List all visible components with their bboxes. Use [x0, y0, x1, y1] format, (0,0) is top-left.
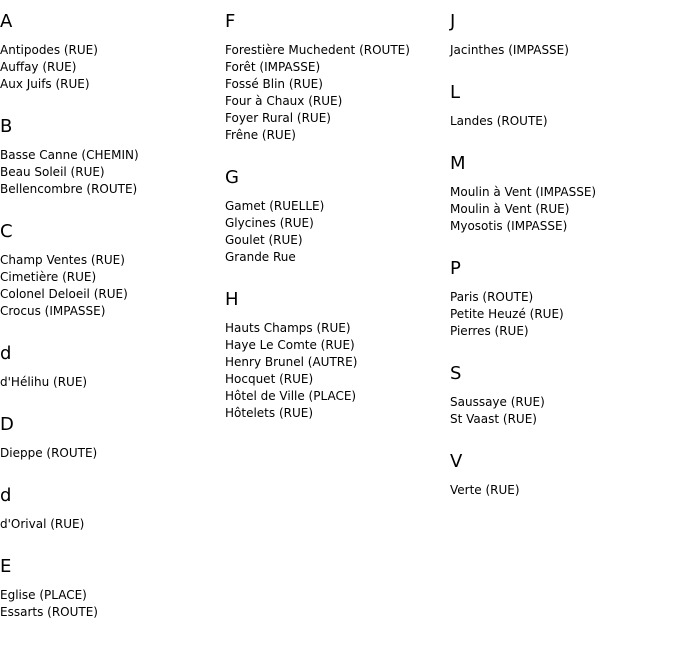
street-name: Haye Le Comte (RUE): [225, 338, 355, 352]
street-name: St Vaast (RUE): [450, 412, 537, 426]
street-name: Landes (ROUTE): [450, 114, 548, 128]
street-list: [450, 42, 569, 59]
letter-group: [225, 168, 324, 266]
street-name: Colonel Deloeil (RUE): [0, 287, 128, 301]
street-name: Hôtelets (RUE): [225, 406, 314, 420]
letter-heading: d: [0, 485, 12, 506]
street-name: Crocus (IMPASSE): [0, 304, 106, 318]
letter-group: [450, 12, 569, 59]
street-list: [0, 252, 128, 320]
letter-heading: P: [450, 258, 461, 279]
letter-heading: F: [225, 11, 236, 32]
street-list: [0, 42, 98, 93]
street-name: Hauts Champs (RUE): [225, 321, 351, 335]
street-list: [0, 374, 87, 391]
street-name: Champ Ventes (RUE): [0, 253, 125, 267]
street-name: Forestière Muchedent (ROUTE): [225, 43, 410, 57]
street-name: Jacinthes (IMPASSE): [450, 43, 569, 57]
street-name: Cimetière (RUE): [0, 270, 97, 284]
letter-group: [450, 259, 564, 340]
letter-heading: C: [0, 221, 13, 242]
letter-heading: A: [0, 11, 13, 32]
letter-heading: J: [450, 11, 456, 32]
street-name: Paris (ROUTE): [450, 290, 534, 304]
letter-group: [0, 344, 87, 391]
street-name: Beau Soleil (RUE): [0, 165, 105, 179]
street-name: Moulin à Vent (IMPASSE): [450, 185, 597, 199]
street-list: [450, 482, 520, 499]
street-name: Basse Canne (CHEMIN): [0, 148, 139, 162]
street-name: d'Orival (RUE): [0, 517, 85, 531]
letter-heading: H: [225, 289, 239, 310]
street-name: Eglise (PLACE): [0, 588, 87, 602]
street-name: Petite Heuzé (RUE): [450, 307, 564, 321]
letter-group: [450, 83, 548, 130]
street-name: Hôtel de Ville (PLACE): [225, 389, 357, 403]
letter-group: [0, 222, 128, 320]
letter-heading: V: [450, 451, 463, 472]
street-name: Forêt (IMPASSE): [225, 60, 321, 74]
street-list: [0, 516, 84, 533]
street-name: Fossé Blin (RUE): [225, 77, 323, 91]
street-list: [225, 198, 324, 266]
street-name: Four à Chaux (RUE): [225, 94, 343, 108]
street-name: Myosotis (IMPASSE): [450, 219, 568, 233]
street-list: [450, 113, 548, 130]
letter-heading: L: [450, 82, 461, 103]
street-name: Verte (RUE): [450, 483, 520, 497]
letter-group: [450, 364, 545, 428]
letter-group: [450, 452, 520, 499]
street-name: Gamet (RUELLE): [225, 199, 325, 213]
street-name: Antipodes (RUE): [0, 43, 98, 57]
letter-group: [0, 117, 139, 198]
street-list: [450, 394, 545, 428]
street-name: Grande Rue: [225, 250, 296, 264]
street-list: [0, 587, 98, 621]
letter-group: [0, 486, 84, 533]
street-name: Hocquet (RUE): [225, 372, 314, 386]
street-name: Saussaye (RUE): [450, 395, 545, 409]
street-name: Aux Juifs (RUE): [0, 77, 90, 91]
letter-heading: G: [225, 167, 239, 188]
letter-heading: D: [0, 414, 14, 435]
letter-group: [0, 12, 98, 93]
street-name: Frêne (RUE): [225, 128, 296, 142]
letter-heading: M: [450, 153, 466, 174]
street-name: Pierres (RUE): [450, 324, 529, 338]
street-list: [0, 445, 97, 462]
street-list: [450, 289, 564, 340]
letter-group: [0, 557, 98, 621]
street-list: [0, 147, 139, 198]
street-list: [225, 42, 410, 144]
letter-heading: B: [0, 116, 13, 137]
street-name: d'Hélihu (RUE): [0, 375, 88, 389]
letter-heading: d: [0, 343, 12, 364]
letter-group: [225, 290, 357, 422]
letter-group: [0, 415, 97, 462]
street-name: Dieppe (ROUTE): [0, 446, 98, 460]
street-name: Foyer Rural (RUE): [225, 111, 331, 125]
street-name: Moulin à Vent (RUE): [450, 202, 570, 216]
street-name: Glycines (RUE): [225, 216, 314, 230]
street-list: [225, 320, 357, 422]
street-name: Goulet (RUE): [225, 233, 303, 247]
letter-heading: S: [450, 363, 462, 384]
street-name: Essarts (ROUTE): [0, 605, 98, 619]
letter-heading: E: [0, 556, 12, 577]
street-list: [450, 184, 596, 235]
letter-group: [225, 12, 410, 144]
street-name: Auffay (RUE): [0, 60, 77, 74]
street-name: Bellencombre (ROUTE): [0, 182, 138, 196]
letter-group: [450, 154, 596, 235]
street-name: Henry Brunel (AUTRE): [225, 355, 358, 369]
